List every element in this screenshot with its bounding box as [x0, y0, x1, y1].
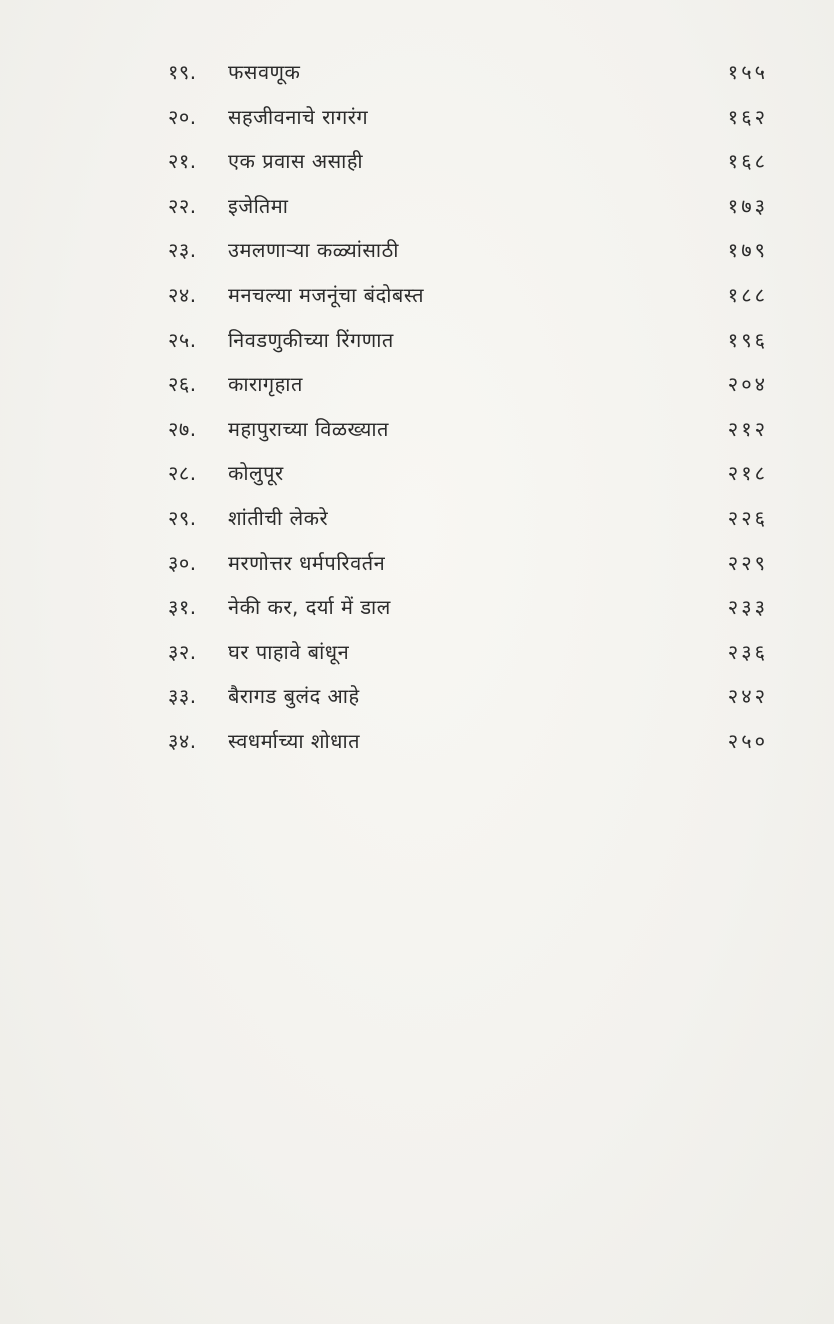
chapter-number: २१.: [168, 149, 197, 174]
chapter-title: मनचल्या मजनूंचा बंदोबस्त: [228, 282, 424, 307]
toc-entry: [168, 727, 768, 772]
chapter-title: निवडणुकीच्या रिंगणात: [228, 327, 394, 352]
chapter-number: १९.: [168, 60, 197, 84]
chapter-number: २४.: [168, 282, 197, 307]
page-number: १७३: [727, 193, 768, 218]
chapter-number: २०.: [168, 104, 197, 129]
page-number: २३३: [727, 595, 768, 620]
page-number: २२६: [727, 505, 768, 530]
toc-entry: [168, 682, 768, 727]
toc-entry: [168, 549, 768, 594]
chapter-number: २७.: [168, 416, 197, 441]
toc-entry: [168, 326, 768, 371]
chapter-title: सहजीवनाचे रागरंग: [228, 104, 369, 129]
chapter-number: २३.: [168, 238, 197, 263]
table-of-contents: [168, 58, 768, 772]
chapter-title: इजेतिमा: [228, 193, 289, 218]
toc-entry: [168, 236, 768, 281]
toc-entry: [168, 638, 768, 683]
page-number: २३६: [727, 639, 768, 664]
chapter-title: फसवणूक: [228, 60, 301, 84]
toc-entry: [168, 504, 768, 549]
chapter-number: २६.: [168, 372, 197, 397]
chapter-title: बैरागड बुलंद आहे: [228, 684, 360, 709]
toc-entry: [168, 147, 768, 192]
page-number: १६८: [727, 149, 768, 174]
chapter-number: ३१.: [168, 595, 197, 620]
chapter-number: ३२.: [168, 639, 197, 664]
toc-entry: [168, 459, 768, 504]
page-number: १६२: [727, 104, 768, 129]
chapter-title: घर पाहावे बांधून: [228, 639, 350, 664]
page-number: २४२: [727, 684, 768, 709]
toc-entry: [168, 593, 768, 638]
toc-entry: [168, 58, 768, 103]
page-number: २१८: [727, 461, 768, 486]
chapter-number: २५.: [168, 327, 197, 352]
chapter-number: ३४.: [168, 728, 197, 753]
chapter-number: २२.: [168, 193, 197, 218]
chapter-number: ३३.: [168, 684, 197, 709]
page-number: २०४: [727, 372, 768, 397]
chapter-title: मरणोत्तर धर्मपरिवर्तन: [228, 550, 386, 575]
chapter-title: स्वधर्माच्या शोधात: [228, 728, 361, 753]
toc-entry: [168, 192, 768, 237]
toc-entry: [168, 103, 768, 148]
page-number: २२९: [727, 550, 768, 575]
page-number: १७९: [727, 238, 768, 263]
page-number: १५५: [727, 60, 768, 84]
chapter-number: ३०.: [168, 550, 197, 575]
chapter-title: उमलणाऱ्या कळ्यांसाठी: [228, 238, 399, 263]
chapter-title: कोलुपूर: [228, 461, 284, 486]
chapter-number: २८.: [168, 461, 197, 486]
toc-entry: [168, 415, 768, 460]
chapter-title: शांतीची लेकरे: [228, 505, 329, 530]
page-number: १८८: [727, 282, 768, 307]
chapter-title: एक प्रवास असाही: [228, 149, 364, 174]
page-number: २१२: [727, 416, 768, 441]
chapter-title: महापुराच्या विळख्यात: [228, 416, 389, 441]
chapter-title: कारागृहात: [228, 372, 303, 397]
page-number: २५०: [727, 728, 768, 753]
toc-entry: [168, 370, 768, 415]
chapter-title: नेकी कर, दर्या में डाल: [228, 595, 391, 620]
toc-entry: [168, 281, 768, 326]
page-number: १९६: [727, 327, 768, 352]
chapter-number: २९.: [168, 505, 197, 530]
